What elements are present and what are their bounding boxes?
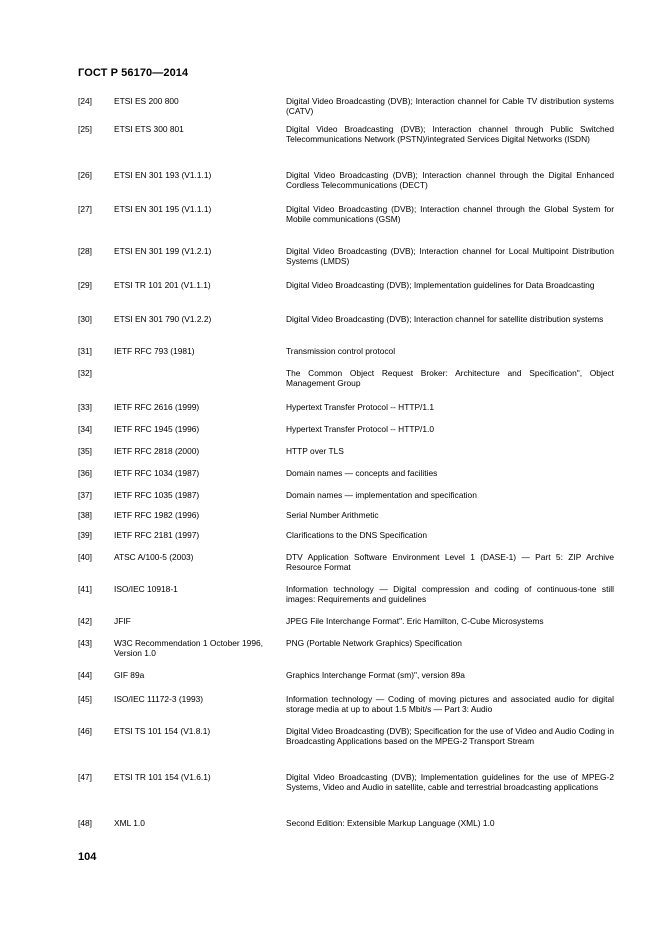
reference-title: The Common Object Request Broker: Architecture and Specification", Object Management Group [286, 368, 614, 389]
reference-number: [41] [78, 584, 92, 594]
reference-number: [35] [78, 446, 92, 456]
reference-number: [27] [78, 204, 92, 214]
reference-title: Transmission control protocol [286, 346, 396, 356]
reference-identifier: IETF RFC 793 (1981) [114, 346, 195, 356]
reference-identifier: ATSC A/100-5 (2003) [114, 552, 194, 562]
reference-number: [40] [78, 552, 92, 562]
reference-number: [26] [78, 170, 92, 180]
reference-number: [24] [78, 96, 92, 106]
reference-number: [30] [78, 314, 92, 324]
reference-identifier: ETSI EN 301 195 (V1.1.1) [114, 204, 212, 214]
page-number: 104 [78, 851, 97, 863]
reference-identifier: ETSI TS 101 154 (V1.8.1) [114, 726, 211, 736]
reference-number: [48] [78, 818, 92, 828]
reference-identifier: GIF 89a [114, 670, 145, 680]
reference-identifier: ETSI ES 200 800 [114, 96, 179, 106]
reference-identifier: ISO/IEC 10918-1 [114, 584, 178, 594]
reference-title: PNG (Portable Network Graphics) Specification [286, 638, 462, 648]
reference-title: Information technology — Coding of moving pictures and associated audio for digital storage media at up to about 1.5 Mbit/s — Part 3: Audio [286, 694, 614, 715]
reference-title: Digital Video Broadcasting (DVB); Implementation guidelines for Data Broadcasting [286, 280, 595, 290]
reference-identifier: IETF RFC 1035 (1987) [114, 490, 200, 500]
reference-title: Digital Video Broadcasting (DVB); Interaction channel through the Global System for Mobile communications (GSM) [286, 204, 614, 225]
reference-title: Information technology — Digital compression and coding of continuous-tone still images: Requirements and guidelines [286, 584, 614, 605]
reference-identifier: IETF RFC 2616 (1999) [114, 402, 200, 412]
reference-title: Digital Video Broadcasting (DVB); Interaction channel for satellite distribution systems [286, 314, 604, 324]
reference-title: HTTP over TLS [286, 446, 344, 456]
reference-identifier: IETF RFC 2818 (2000) [114, 446, 200, 456]
reference-number: [47] [78, 772, 92, 782]
reference-title: Digital Video Broadcasting (DVB); Interaction channel for Cable TV distribution systems (CATV) [286, 96, 614, 117]
reference-title: Digital Video Broadcasting (DVB); Implementation guidelines for the use of MPEG-2 Systems, Video and Audio in satellite, cable and terrestrial broadcasting applications [286, 772, 614, 793]
reference-number: [43] [78, 638, 92, 648]
reference-title: Domain names — implementation and specification [286, 490, 477, 500]
reference-number: [42] [78, 616, 92, 626]
reference-identifier: ETSI TR 101 201 (V1.1.1) [114, 280, 211, 290]
reference-title: Serial Number Arithmetic [286, 510, 379, 520]
reference-title: Graphics Interchange Format (sm)", version 89a [286, 670, 465, 680]
reference-identifier: ETSI EN 301 199 (V1.2.1) [114, 246, 212, 256]
reference-number: [31] [78, 346, 92, 356]
reference-title: Digital Video Broadcasting (DVB); Interaction channel for Local Multipoint Distribution Systems (LMDS) [286, 246, 614, 267]
reference-title: DTV Application Software Environment Level 1 (DASE-1) — Part 5: ZIP Archive Resource Format [286, 552, 614, 573]
reference-title: Second Edition: Extensible Markup Language (XML) 1.0 [286, 818, 495, 828]
reference-number: [32] [78, 368, 92, 378]
reference-title: Clarifications to the DNS Specification [286, 530, 428, 540]
reference-number: [36] [78, 468, 92, 478]
reference-title: Domain names — concepts and facilities [286, 468, 438, 478]
reference-identifier: ETSI EN 301 193 (V1.1.1) [114, 170, 212, 180]
reference-number: [45] [78, 694, 92, 704]
reference-title: Digital Video Broadcasting (DVB); Interaction channel through Public Switched Telecommunications Network (PSTN)/integrated Services Digital Networks (ISDN) [286, 124, 614, 145]
reference-title: Hypertext Transfer Protocol -- HTTP/1.0 [286, 424, 435, 434]
reference-number: [44] [78, 670, 92, 680]
reference-identifier: IETF RFC 1945 (1996) [114, 424, 200, 434]
reference-identifier: IETF RFC 1034 (1987) [114, 468, 200, 478]
reference-identifier: W3C Recommendation 1 October 1996, Version 1.0 [114, 638, 263, 659]
reference-identifier: ISO/IEC 11172-3 (1993) [114, 694, 204, 704]
reference-number: [37] [78, 490, 92, 500]
reference-title: JPEG File Interchange Format". Eric Hamilton, C-Cube Microsystems [286, 616, 544, 626]
standard-header: ГОСТ Р 56170—2014 [78, 67, 189, 79]
reference-number: [25] [78, 124, 92, 134]
reference-identifier: JFIF [114, 616, 131, 626]
reference-identifier: ETSI ETS 300 801 [114, 124, 184, 134]
reference-number: [38] [78, 510, 92, 520]
reference-title: Digital Video Broadcasting (DVB); Interaction channel through the Digital Enhanced Cordless Telecommunications (DECT) [286, 170, 614, 191]
reference-title: Digital Video Broadcasting (DVB); Specification for the use of Video and Audio Coding in Broadcasting Applications based on the MPEG-2 Transport Stream [286, 726, 614, 747]
reference-identifier: ETSI EN 301 790 (V1.2.2) [114, 314, 212, 324]
reference-number: [28] [78, 246, 92, 256]
reference-number: [34] [78, 424, 92, 434]
reference-number: [46] [78, 726, 92, 736]
reference-number: [29] [78, 280, 92, 290]
reference-title: Hypertext Transfer Protocol -- HTTP/1.1 [286, 402, 435, 412]
reference-identifier: XML 1.0 [114, 818, 145, 828]
reference-identifier: IETF RFC 2181 (1997) [114, 530, 200, 540]
reference-identifier: ETSI TR 101 154 (V1.6.1) [114, 772, 211, 782]
reference-number: [39] [78, 530, 92, 540]
reference-identifier: IETF RFC 1982 (1996) [114, 510, 200, 520]
reference-number: [33] [78, 402, 92, 412]
